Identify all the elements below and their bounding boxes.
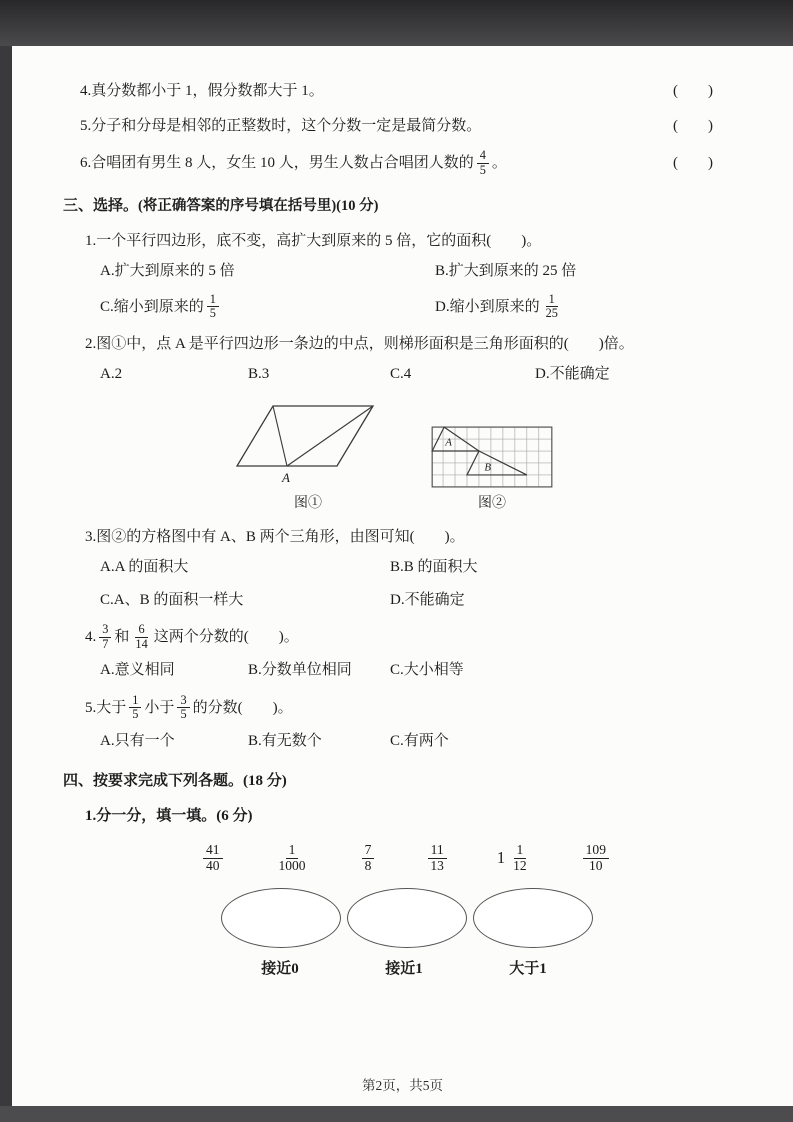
fraction-3-5: [177, 694, 189, 722]
triangle-a-label: A: [445, 436, 452, 449]
fraction-1-5: [129, 694, 141, 722]
judge-item-6-prefix: 6.合唱团有男生 8 人，女生 10 人，男生人数占合唱团人数的: [80, 154, 474, 171]
fraction-denominator: 10: [589, 858, 603, 874]
choice-q4-mid: 和: [114, 629, 130, 646]
choice-q4-option-b: B.分数单位相同: [248, 662, 352, 679]
judge-item-5-answer-bracket: ( ): [673, 117, 713, 134]
bin-label-near-0: 接近0: [261, 961, 299, 978]
choice-q3-option-b: B.B 的面积大: [390, 559, 478, 576]
fraction-denominator: 5: [209, 306, 216, 321]
sorting-oval-greater-1: [473, 888, 593, 948]
choice-q5-option-a: A.只有一个: [100, 732, 175, 749]
bin-label-near-1: 接近1: [385, 961, 423, 978]
fraction-sorting-row: [200, 843, 612, 874]
sorting-oval-near-0: [221, 888, 341, 948]
choice-q3-option-d: D.不能确定: [390, 591, 465, 608]
fraction-numerator: 6: [135, 623, 147, 638]
fraction-7-8: [362, 843, 375, 874]
fraction-numerator: 1: [207, 293, 219, 308]
choice-q1-option-b: B.扩大到原来的 25 倍: [435, 263, 577, 280]
fraction-numerator: 4: [477, 149, 489, 164]
choice-q5-options: [100, 730, 713, 753]
fraction-numerator: 1: [546, 293, 558, 308]
fraction-109-10: [583, 843, 609, 874]
fraction-numerator: 11: [428, 843, 447, 859]
choice-q5-suffix: 的分数( )。: [192, 699, 293, 716]
choice-q3-options: [100, 556, 713, 611]
choice-q1-options-cd: [100, 293, 713, 321]
figure-1-parallelogram: [233, 400, 383, 514]
fraction-denominator: 14: [135, 636, 148, 651]
fraction-3-7: [99, 623, 111, 651]
fraction-numerator: 109: [583, 843, 609, 859]
page-footer: 第2页，共5页: [362, 1077, 443, 1093]
fraction-numerator: 1: [286, 843, 299, 859]
choice-q5-text: [85, 694, 713, 722]
fraction-denominator: 13: [430, 858, 444, 874]
choice-q1-option-a: A.扩大到原来的 5 倍: [100, 263, 235, 280]
sorting-bin-labels: [221, 958, 713, 981]
choice-q2-options: [100, 363, 713, 386]
fraction-6-14: [132, 623, 150, 651]
judge-item-6-suffix: 。: [491, 154, 507, 171]
choice-q5-option-c: C.有两个: [390, 732, 449, 749]
choice-q1-text: 1.一个平行四边形，底不变，高扩大到原来的 5 倍，它的面积( )。: [85, 232, 542, 249]
point-a-label: A: [282, 469, 290, 485]
fraction-1-1000: [276, 843, 309, 874]
mixed-number-1-1-12: [497, 843, 533, 874]
figure-2-grid-triangles: [431, 426, 553, 514]
judge-item-4: [80, 80, 713, 103]
fraction-numerator: 3: [99, 623, 111, 638]
section-3-header: [63, 195, 713, 218]
choice-q5-prefix: 5.大于: [85, 699, 127, 716]
judge-item-6-text: [80, 149, 507, 177]
choice-q1-option-d-label: D.缩小到原来的: [435, 298, 540, 315]
grid-triangles-diagram: [431, 426, 553, 488]
judge-item-4-text: 4.真分数都小于 1，假分数都大于 1。: [80, 83, 324, 99]
choice-q4-option-c: C.大小相等: [390, 662, 464, 679]
fraction-1-25: [543, 293, 561, 321]
section-3-title: 三、选择。: [63, 198, 139, 215]
choice-q1-option-c-label: C.缩小到原来的: [100, 298, 204, 315]
fraction-1-5: [207, 293, 219, 321]
fraction-41-40: [203, 843, 223, 874]
choice-q1-option-d: [435, 293, 713, 321]
choice-q2-option-b: B.3: [248, 366, 270, 383]
fraction-numerator: 3: [177, 694, 189, 709]
choice-q1-option-c: [100, 293, 435, 321]
choice-q3-text: 3.图②的方格图中有 A、B 两个三角形，由图可知( )。: [85, 528, 465, 545]
parallelogram-diagram: [233, 400, 383, 488]
figure-1-caption: 图①: [294, 495, 322, 511]
fraction-denominator: 5: [132, 707, 139, 722]
choice-q3-option-c: C.A、B 的面积一样大: [100, 591, 244, 608]
section-4-header: [63, 770, 713, 793]
section-3-subtitle: (将正确答案的序号填在括号里)(10 分): [138, 198, 379, 215]
question-2-figures: [233, 400, 713, 514]
paper-sheet: [12, 46, 793, 1106]
sorting-ovals: [221, 888, 713, 948]
choice-q4-options: [100, 659, 713, 682]
choice-q2-text: 2.图①中，点 A 是平行四边形一条边的中点，则梯形面积是三角形面积的( )倍。: [85, 335, 634, 352]
triangle-b-label: B: [484, 461, 492, 474]
section-4-title: 四、按要求完成下列各题。(18 分): [63, 773, 287, 790]
fraction-1-12: [510, 843, 530, 874]
fraction-denominator: 8: [364, 858, 372, 874]
scan-edge-top: [0, 0, 793, 46]
fraction-denominator: 5: [479, 162, 486, 177]
fraction-denominator: 40: [206, 858, 220, 874]
fraction-denominator: 25: [545, 306, 558, 321]
judge-item-4-answer-bracket: ( ): [673, 83, 713, 99]
choice-q2-option-c: C.4: [390, 366, 412, 383]
bin-label-greater-1: 大于1: [509, 961, 547, 978]
fraction-numerator: 1: [129, 694, 141, 709]
judge-item-5-text: 5.分子和分母是相邻的正整数时，这个分数一定是最简分数。: [80, 117, 482, 134]
choice-q2-option-d: D.不能确定: [535, 366, 610, 383]
fraction-4-5: [477, 149, 489, 177]
judge-item-6: [80, 149, 713, 177]
choice-q4-prefix: 4.: [85, 629, 97, 646]
choice-q1-options-ab: [100, 260, 713, 283]
scan-edge-bottom: [0, 1106, 793, 1122]
section4-q1-text: 1.分一分，填一填。(6 分): [85, 807, 253, 824]
fraction-denominator: 7: [102, 636, 109, 651]
choice-q5-mid: 小于: [144, 699, 175, 716]
figure-2-caption: 图②: [478, 495, 506, 511]
fraction-11-13: [427, 843, 447, 874]
choice-q4-option-a: A.意义相同: [100, 662, 175, 679]
mixed-number-whole: 1: [496, 848, 506, 868]
judge-item-5: [80, 115, 713, 138]
choice-q3-option-a: A.A 的面积大: [100, 559, 189, 576]
scan-edge-left: [0, 46, 12, 1122]
fraction-denominator: 1000: [278, 858, 306, 874]
sorting-oval-near-1: [347, 888, 467, 948]
judge-item-6-answer-bracket: ( ): [673, 154, 713, 171]
fraction-numerator: 1: [514, 843, 527, 859]
choice-q4-suffix: 这两个分数的( )。: [153, 629, 299, 646]
fraction-denominator: 5: [180, 707, 187, 722]
fraction-numerator: 41: [203, 843, 223, 859]
fraction-denominator: 12: [513, 858, 527, 874]
fraction-numerator: 7: [362, 843, 375, 859]
choice-q4-text: [85, 623, 713, 651]
choice-q5-option-b: B.有无数个: [248, 732, 322, 749]
choice-q2-option-a: A.2: [100, 366, 123, 383]
